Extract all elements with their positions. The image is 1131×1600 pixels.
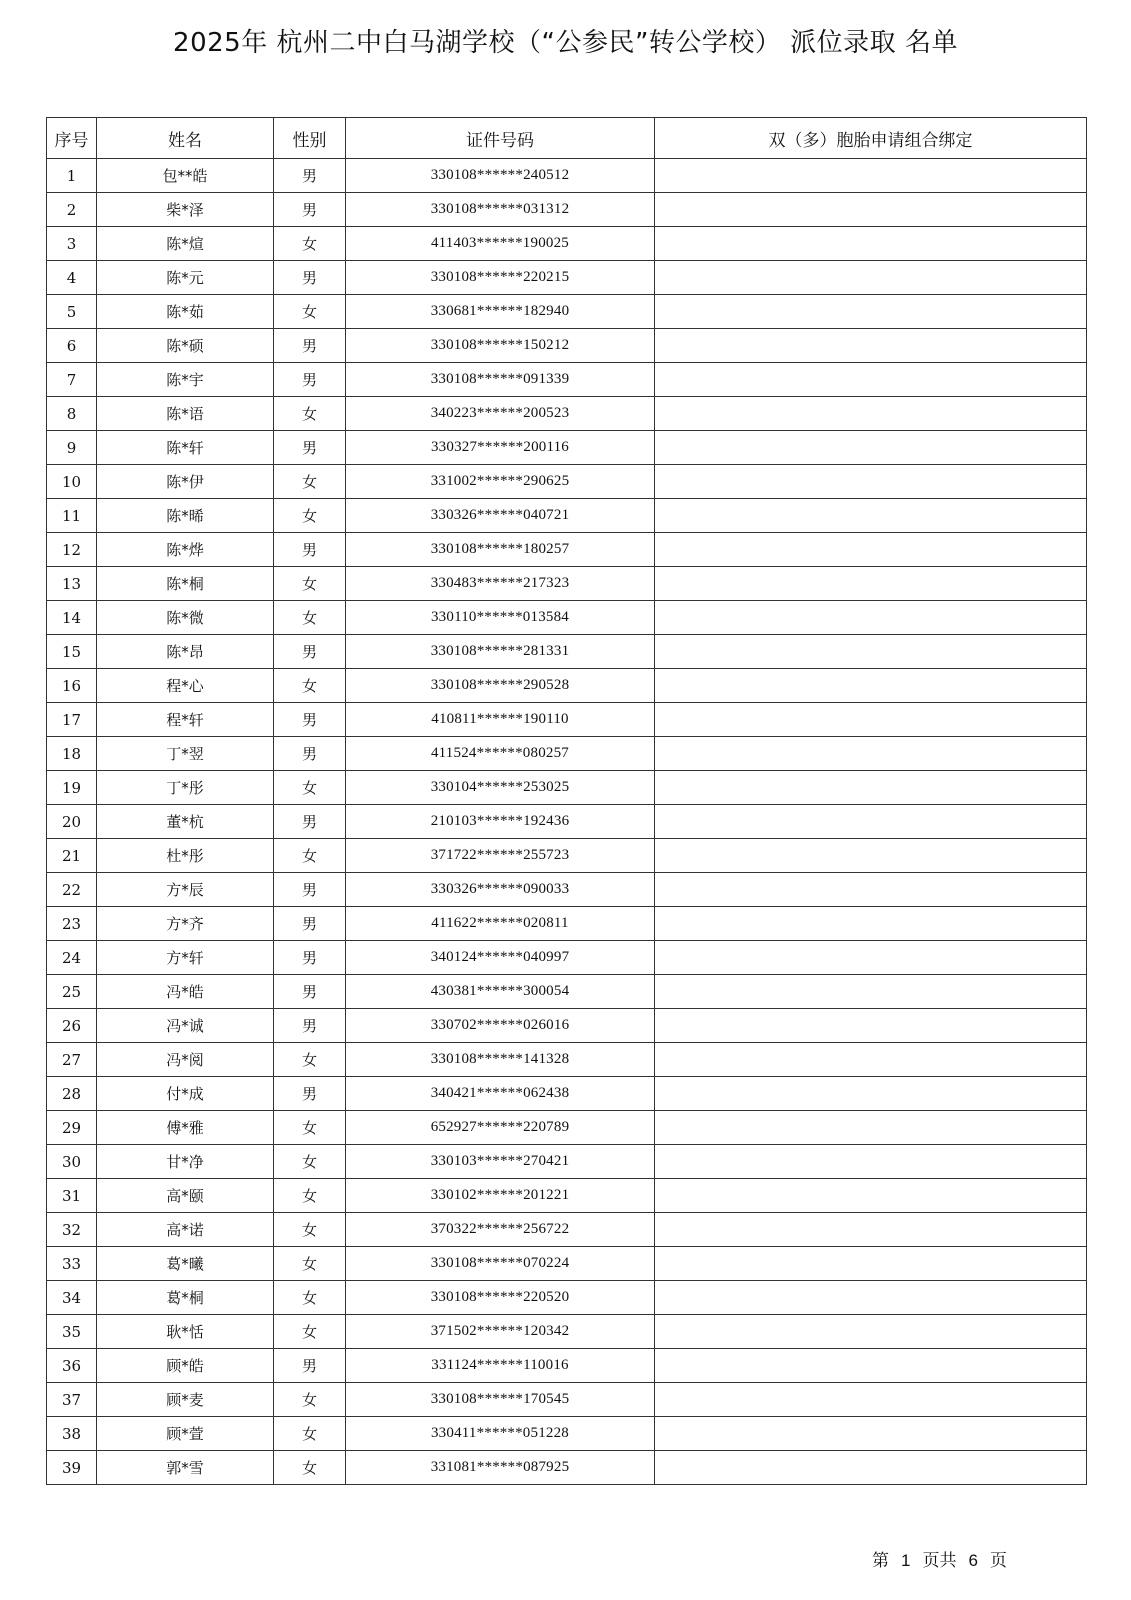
- cell-id-number: 330702******026016: [346, 1009, 655, 1043]
- cell-gender: 女: [274, 669, 346, 703]
- cell-name: 冯*皓: [97, 975, 274, 1009]
- cell-id-number: 330104******253025: [346, 771, 655, 805]
- cell-gender: 女: [274, 567, 346, 601]
- cell-index: 39: [47, 1451, 97, 1485]
- cell-name: 陈*轩: [97, 431, 274, 465]
- cell-index: 37: [47, 1383, 97, 1417]
- cell-index: 8: [47, 397, 97, 431]
- cell-gender: 女: [274, 601, 346, 635]
- cell-twin-binding: [655, 839, 1087, 873]
- table-row: [47, 975, 1087, 1009]
- cell-gender: 男: [274, 159, 346, 193]
- cell-name: 方*辰: [97, 873, 274, 907]
- cell-name: 程*轩: [97, 703, 274, 737]
- cell-twin-binding: [655, 261, 1087, 295]
- cell-twin-binding: [655, 465, 1087, 499]
- cell-gender: 女: [274, 1213, 346, 1247]
- table-row: [47, 703, 1087, 737]
- cell-twin-binding: [655, 1417, 1087, 1451]
- table-row: [47, 193, 1087, 227]
- cell-gender: 女: [274, 1383, 346, 1417]
- cell-index: 17: [47, 703, 97, 737]
- cell-index: 4: [47, 261, 97, 295]
- cell-index: 33: [47, 1247, 97, 1281]
- cell-name: 陈*茹: [97, 295, 274, 329]
- cell-index: 21: [47, 839, 97, 873]
- cell-gender: 女: [274, 1111, 346, 1145]
- cell-index: 16: [47, 669, 97, 703]
- cell-gender: 男: [274, 1349, 346, 1383]
- table-row: [47, 227, 1087, 261]
- table-body: [47, 159, 1087, 1485]
- cell-twin-binding: [655, 1077, 1087, 1111]
- admission-table: [46, 117, 1087, 1485]
- cell-gender: 女: [274, 1145, 346, 1179]
- cell-gender: 男: [274, 193, 346, 227]
- page-title: 2025年 杭州二中白马湖学校（“公参民”转公学校） 派位录取 名单: [173, 28, 958, 58]
- cell-name: 冯*诚: [97, 1009, 274, 1043]
- table-row: [47, 499, 1087, 533]
- cell-id-number: 331081******087925: [346, 1451, 655, 1485]
- cell-id-number: 330108******070224: [346, 1247, 655, 1281]
- cell-name: 包**皓: [97, 159, 274, 193]
- cell-twin-binding: [655, 363, 1087, 397]
- cell-name: 高*诺: [97, 1213, 274, 1247]
- table-row: [47, 363, 1087, 397]
- cell-twin-binding: [655, 431, 1087, 465]
- cell-name: 顾*皓: [97, 1349, 274, 1383]
- cell-index: 1: [47, 159, 97, 193]
- footer-prefix: 第: [872, 1551, 889, 1571]
- cell-gender: 男: [274, 1077, 346, 1111]
- cell-twin-binding: [655, 1247, 1087, 1281]
- cell-id-number: 331124******110016: [346, 1349, 655, 1383]
- cell-id-number: 411622******020811: [346, 907, 655, 941]
- cell-id-number: 330108******031312: [346, 193, 655, 227]
- cell-twin-binding: [655, 567, 1087, 601]
- cell-twin-binding: [655, 329, 1087, 363]
- cell-gender: 男: [274, 941, 346, 975]
- table-row: [47, 1451, 1087, 1485]
- cell-index: 6: [47, 329, 97, 363]
- table-row: [47, 1281, 1087, 1315]
- cell-id-number: 330108******220520: [346, 1281, 655, 1315]
- table-row: [47, 295, 1087, 329]
- total-pages-number: 6: [968, 1551, 978, 1570]
- table-row: [47, 839, 1087, 873]
- cell-id-number: 330108******150212: [346, 329, 655, 363]
- table-row: [47, 907, 1087, 941]
- cell-index: 11: [47, 499, 97, 533]
- cell-id-number: 340124******040997: [346, 941, 655, 975]
- cell-id-number: 340421******062438: [346, 1077, 655, 1111]
- cell-twin-binding: [655, 805, 1087, 839]
- cell-index: 13: [47, 567, 97, 601]
- table-row: [47, 1043, 1087, 1077]
- cell-twin-binding: [655, 1043, 1087, 1077]
- cell-twin-binding: [655, 737, 1087, 771]
- cell-id-number: 330108******091339: [346, 363, 655, 397]
- cell-index: 36: [47, 1349, 97, 1383]
- cell-name: 高*颐: [97, 1179, 274, 1213]
- cell-twin-binding: [655, 1451, 1087, 1485]
- cell-gender: 男: [274, 703, 346, 737]
- header-gender: 性别: [274, 118, 346, 159]
- cell-gender: 男: [274, 635, 346, 669]
- table-row: [47, 805, 1087, 839]
- cell-index: 30: [47, 1145, 97, 1179]
- cell-index: 2: [47, 193, 97, 227]
- header-name: 姓名: [97, 118, 274, 159]
- cell-index: 7: [47, 363, 97, 397]
- cell-name: 葛*桐: [97, 1281, 274, 1315]
- cell-gender: 男: [274, 533, 346, 567]
- cell-id-number: 330110******013584: [346, 601, 655, 635]
- cell-index: 20: [47, 805, 97, 839]
- cell-index: 5: [47, 295, 97, 329]
- cell-id-number: 330103******270421: [346, 1145, 655, 1179]
- cell-index: 10: [47, 465, 97, 499]
- cell-index: 35: [47, 1315, 97, 1349]
- cell-index: 12: [47, 533, 97, 567]
- cell-twin-binding: [655, 1179, 1087, 1213]
- cell-gender: 男: [274, 737, 346, 771]
- cell-id-number: 330326******040721: [346, 499, 655, 533]
- cell-name: 陈*烨: [97, 533, 274, 567]
- cell-id-number: 411403******190025: [346, 227, 655, 261]
- cell-gender: 女: [274, 1179, 346, 1213]
- cell-id-number: 430381******300054: [346, 975, 655, 1009]
- cell-gender: 男: [274, 975, 346, 1009]
- cell-name: 程*心: [97, 669, 274, 703]
- cell-index: 38: [47, 1417, 97, 1451]
- cell-twin-binding: [655, 669, 1087, 703]
- cell-index: 14: [47, 601, 97, 635]
- cell-twin-binding: [655, 397, 1087, 431]
- table-row: [47, 567, 1087, 601]
- cell-twin-binding: [655, 1315, 1087, 1349]
- cell-gender: 男: [274, 907, 346, 941]
- cell-gender: 女: [274, 1043, 346, 1077]
- table-row: [47, 261, 1087, 295]
- cell-name: 方*轩: [97, 941, 274, 975]
- cell-index: 15: [47, 635, 97, 669]
- cell-id-number: 330108******220215: [346, 261, 655, 295]
- cell-name: 陈*微: [97, 601, 274, 635]
- cell-twin-binding: [655, 159, 1087, 193]
- cell-twin-binding: [655, 907, 1087, 941]
- cell-name: 丁*翌: [97, 737, 274, 771]
- cell-id-number: 410811******190110: [346, 703, 655, 737]
- cell-twin-binding: [655, 295, 1087, 329]
- cell-name: 陈*桐: [97, 567, 274, 601]
- cell-name: 陈*昂: [97, 635, 274, 669]
- cell-index: 23: [47, 907, 97, 941]
- cell-index: 34: [47, 1281, 97, 1315]
- table-row: [47, 635, 1087, 669]
- cell-name: 郭*雪: [97, 1451, 274, 1485]
- cell-gender: 男: [274, 1009, 346, 1043]
- table-row: [47, 1077, 1087, 1111]
- cell-gender: 男: [274, 261, 346, 295]
- cell-index: 27: [47, 1043, 97, 1077]
- cell-index: 29: [47, 1111, 97, 1145]
- table-row: [47, 941, 1087, 975]
- cell-id-number: 371502******120342: [346, 1315, 655, 1349]
- cell-twin-binding: [655, 975, 1087, 1009]
- cell-name: 丁*彤: [97, 771, 274, 805]
- cell-index: 3: [47, 227, 97, 261]
- cell-index: 22: [47, 873, 97, 907]
- cell-gender: 男: [274, 873, 346, 907]
- cell-twin-binding: [655, 533, 1087, 567]
- cell-twin-binding: [655, 193, 1087, 227]
- cell-index: 28: [47, 1077, 97, 1111]
- cell-id-number: 330108******281331: [346, 635, 655, 669]
- table-row: [47, 1315, 1087, 1349]
- cell-name: 陈*硕: [97, 329, 274, 363]
- cell-name: 顾*萱: [97, 1417, 274, 1451]
- cell-name: 陈*晞: [97, 499, 274, 533]
- cell-gender: 女: [274, 1281, 346, 1315]
- table-row: [47, 397, 1087, 431]
- cell-name: 耿*恬: [97, 1315, 274, 1349]
- cell-twin-binding: [655, 1111, 1087, 1145]
- cell-id-number: 411524******080257: [346, 737, 655, 771]
- cell-id-number: 330108******180257: [346, 533, 655, 567]
- table-row: [47, 329, 1087, 363]
- cell-gender: 女: [274, 771, 346, 805]
- page-footer: [872, 1546, 1007, 1571]
- cell-gender: 女: [274, 1451, 346, 1485]
- table-row: [47, 601, 1087, 635]
- cell-gender: 女: [274, 397, 346, 431]
- cell-name: 甘*净: [97, 1145, 274, 1179]
- header-twin-binding: 双（多）胞胎申请组合绑定: [655, 118, 1087, 159]
- cell-twin-binding: [655, 1383, 1087, 1417]
- cell-twin-binding: [655, 873, 1087, 907]
- cell-gender: 男: [274, 329, 346, 363]
- cell-twin-binding: [655, 941, 1087, 975]
- cell-gender: 女: [274, 227, 346, 261]
- cell-gender: 女: [274, 1315, 346, 1349]
- cell-id-number: 330108******141328: [346, 1043, 655, 1077]
- cell-name: 冯*阅: [97, 1043, 274, 1077]
- cell-id-number: 330483******217323: [346, 567, 655, 601]
- table-row: [47, 1111, 1087, 1145]
- cell-twin-binding: [655, 1349, 1087, 1383]
- cell-name: 傅*雅: [97, 1111, 274, 1145]
- cell-id-number: 370322******256722: [346, 1213, 655, 1247]
- cell-id-number: 210103******192436: [346, 805, 655, 839]
- cell-gender: 女: [274, 1247, 346, 1281]
- cell-index: 26: [47, 1009, 97, 1043]
- table-row: [47, 1349, 1087, 1383]
- cell-twin-binding: [655, 635, 1087, 669]
- cell-name: 陈*伊: [97, 465, 274, 499]
- cell-index: 24: [47, 941, 97, 975]
- cell-id-number: 652927******220789: [346, 1111, 655, 1145]
- cell-name: 陈*宇: [97, 363, 274, 397]
- cell-name: 陈*煊: [97, 227, 274, 261]
- cell-gender: 男: [274, 431, 346, 465]
- cell-name: 葛*曦: [97, 1247, 274, 1281]
- table-row: [47, 1179, 1087, 1213]
- table-row: [47, 465, 1087, 499]
- cell-name: 方*齐: [97, 907, 274, 941]
- cell-gender: 女: [274, 295, 346, 329]
- cell-name: 付*成: [97, 1077, 274, 1111]
- cell-twin-binding: [655, 1009, 1087, 1043]
- cell-id-number: 330108******240512: [346, 159, 655, 193]
- table-row: [47, 1247, 1087, 1281]
- cell-index: 31: [47, 1179, 97, 1213]
- cell-index: 18: [47, 737, 97, 771]
- table-row: [47, 669, 1087, 703]
- cell-name: 杜*彤: [97, 839, 274, 873]
- cell-twin-binding: [655, 1213, 1087, 1247]
- table-row: [47, 1213, 1087, 1247]
- cell-name: 柴*泽: [97, 193, 274, 227]
- cell-gender: 男: [274, 363, 346, 397]
- cell-id-number: 330327******200116: [346, 431, 655, 465]
- cell-id-number: 331002******290625: [346, 465, 655, 499]
- table-row: [47, 771, 1087, 805]
- table-row: [47, 873, 1087, 907]
- cell-twin-binding: [655, 227, 1087, 261]
- header-id-number: 证件号码: [346, 118, 655, 159]
- table-row: [47, 431, 1087, 465]
- cell-gender: 女: [274, 499, 346, 533]
- cell-twin-binding: [655, 1281, 1087, 1315]
- cell-name: 董*杭: [97, 805, 274, 839]
- table-row: [47, 1145, 1087, 1179]
- cell-index: 9: [47, 431, 97, 465]
- table-row: [47, 1009, 1087, 1043]
- table-header-row: [47, 118, 1087, 159]
- table-row: [47, 1383, 1087, 1417]
- cell-gender: 女: [274, 465, 346, 499]
- cell-id-number: 330411******051228: [346, 1417, 655, 1451]
- cell-twin-binding: [655, 1145, 1087, 1179]
- cell-id-number: 340223******200523: [346, 397, 655, 431]
- cell-twin-binding: [655, 703, 1087, 737]
- header-index: 序号: [47, 118, 97, 159]
- cell-name: 顾*麦: [97, 1383, 274, 1417]
- cell-gender: 男: [274, 805, 346, 839]
- cell-id-number: 330326******090033: [346, 873, 655, 907]
- cell-index: 25: [47, 975, 97, 1009]
- cell-id-number: 330108******290528: [346, 669, 655, 703]
- table-row: [47, 1417, 1087, 1451]
- footer-suffix: 页: [989, 1551, 1007, 1571]
- cell-twin-binding: [655, 499, 1087, 533]
- cell-twin-binding: [655, 601, 1087, 635]
- cell-gender: 女: [274, 839, 346, 873]
- cell-id-number: 330102******201221: [346, 1179, 655, 1213]
- table-row: [47, 533, 1087, 567]
- cell-name: 陈*元: [97, 261, 274, 295]
- cell-id-number: 330681******182940: [346, 295, 655, 329]
- cell-id-number: 330108******170545: [346, 1383, 655, 1417]
- cell-index: 19: [47, 771, 97, 805]
- table-row: [47, 737, 1087, 771]
- cell-gender: 女: [274, 1417, 346, 1451]
- table-row: [47, 159, 1087, 193]
- cell-index: 32: [47, 1213, 97, 1247]
- cell-twin-binding: [655, 771, 1087, 805]
- current-page-number: 1: [901, 1551, 911, 1570]
- cell-name: 陈*语: [97, 397, 274, 431]
- cell-id-number: 371722******255723: [346, 839, 655, 873]
- footer-middle: 页共: [922, 1551, 957, 1571]
